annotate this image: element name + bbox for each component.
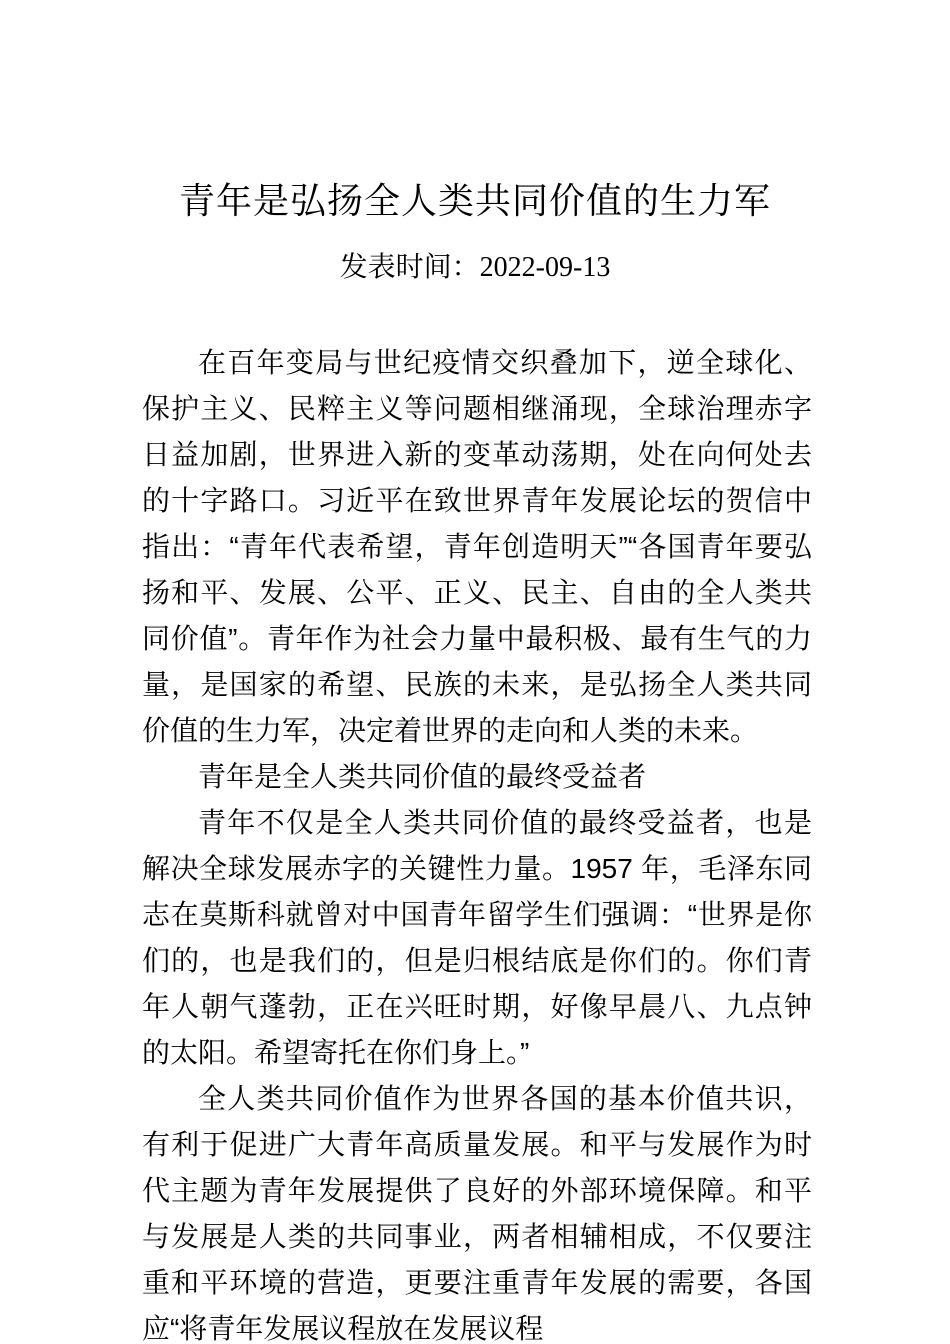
- publish-date-value: 2022-09-13: [479, 252, 611, 283]
- paragraph-common-values: 全人类共同价值作为世界各国的基本价值共识，有利于促进广大青年高质量发展。和平与发展作为时代主题为青年发展提供了良好的外部环境保障。和平与发展是人类的共同事业，两者相辅相成，不仅要注重和平环境的营造，更要注重青年发展的需要，各国应“将青年发展议程放在发展议程: [142, 1083, 812, 1344]
- section-subheading: 青年是全人类共同价值的最终受益者: [198, 761, 647, 792]
- document-body: [142, 340, 812, 1344]
- publish-date-label: 发表时间：: [339, 251, 480, 282]
- paragraph-beneficiaries: 青年不仅是全人类共同价值的最终受益者，也是解决全球发展赤字的关键性力量。1957 年，毛泽东同志在莫斯科就曾对中国青年留学生们强调：“世界是你们的，也是我们的，但是归根结底是你们的。你们青年人朝气蓬勃，正在兴旺时期，好像早晨八、九点钟的太阳。希望寄托在你们身上。”: [142, 807, 812, 1068]
- publish-date-line: [0, 244, 950, 291]
- document-title: 青年是弘扬全人类共同价值的生力军: [178, 181, 771, 221]
- paragraph-intro: 在百年变局与世纪疫情交织叠加下，逆全球化、保护主义、民粹主义等问题相继涌现，全球治理赤字日益加剧，世界进入新的变革动荡期，处在向何处去的十字路口。习近平在致世界青年发展论坛的贺信中指出：“青年代表希望，青年创造明天”“各国青年要弘扬和平、发展、公平、正义、民主、自由的全人类共同价值”。青年作为社会力量中最积极、最有生气的力量，是国家的希望、民族的未来，是弘扬全人类共同价值的生力军，决定着世界的走向和人类的未来。: [142, 347, 812, 746]
